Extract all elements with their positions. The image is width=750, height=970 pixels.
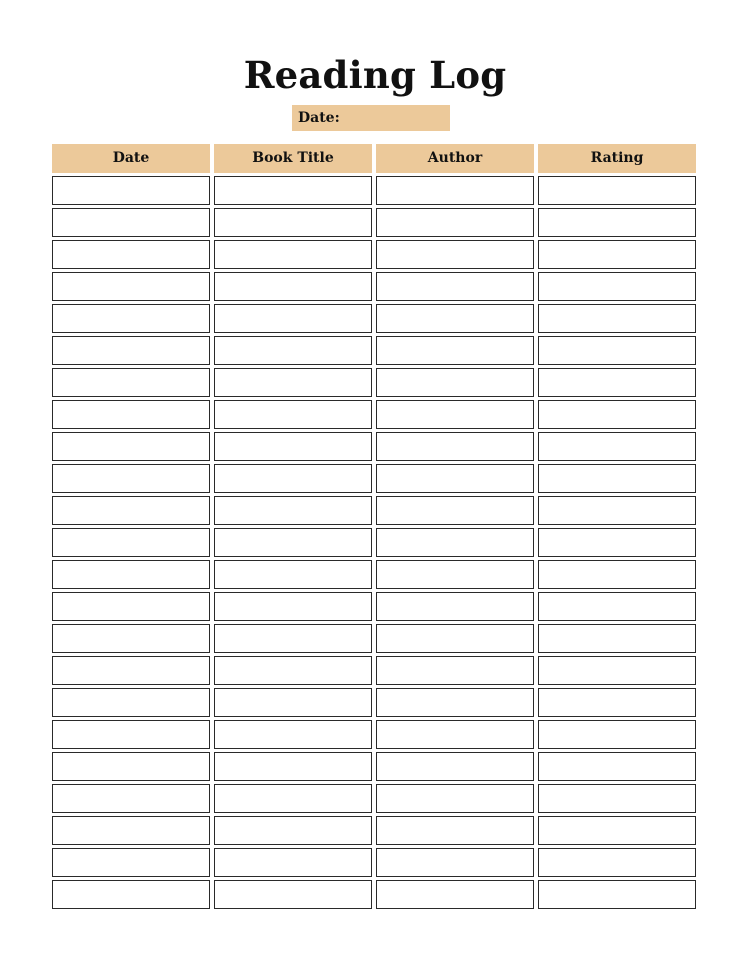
table-cell[interactable] [214,496,372,525]
table-cell[interactable] [52,336,210,365]
table-cell[interactable] [538,752,696,781]
table-cell[interactable] [538,272,696,301]
table-cell[interactable] [214,208,372,237]
table-cell[interactable] [52,368,210,397]
table-cell[interactable] [52,432,210,461]
table-cell[interactable] [214,464,372,493]
table-cell[interactable] [52,656,210,685]
table-cell[interactable] [52,464,210,493]
table-cell[interactable] [214,784,372,813]
table-cell[interactable] [376,880,534,909]
page-title: Reading Log [243,53,507,97]
table-cell[interactable] [538,720,696,749]
table-cell[interactable] [376,208,534,237]
table-cell[interactable] [214,304,372,333]
table-cell[interactable] [52,272,210,301]
table-cell[interactable] [214,272,372,301]
table-cell[interactable] [538,816,696,845]
table-cell[interactable] [52,400,210,429]
table-cell[interactable] [214,688,372,717]
table-cell[interactable] [538,656,696,685]
table-cell[interactable] [214,592,372,621]
table-cell[interactable] [538,176,696,205]
table-cell[interactable] [52,528,210,557]
table-cell[interactable] [538,528,696,557]
table-cell[interactable] [214,368,372,397]
table-cell[interactable] [538,464,696,493]
table-cell[interactable] [376,592,534,621]
table-cell[interactable] [376,816,534,845]
table-cell[interactable] [52,816,210,845]
column-header: Rating [538,144,696,173]
table-cell[interactable] [376,400,534,429]
table-cell[interactable] [376,688,534,717]
table-cell[interactable] [538,848,696,877]
table-cell[interactable] [538,880,696,909]
table-cell[interactable] [52,176,210,205]
table-cell[interactable] [52,560,210,589]
table-cell[interactable] [538,208,696,237]
table-cell[interactable] [214,336,372,365]
table-cell[interactable] [376,528,534,557]
table-cell[interactable] [376,752,534,781]
table-cell[interactable] [52,880,210,909]
table-cell[interactable] [538,784,696,813]
table-cell[interactable] [52,208,210,237]
column-header: Date [52,144,210,173]
table-cell[interactable] [376,176,534,205]
table-cell[interactable] [214,240,372,269]
table-cell[interactable] [538,240,696,269]
table-cell[interactable] [538,688,696,717]
table-cell[interactable] [52,784,210,813]
table-cell[interactable] [538,336,696,365]
table-cell[interactable] [376,368,534,397]
table-cell[interactable] [538,560,696,589]
table-cell[interactable] [214,176,372,205]
table-cell[interactable] [214,624,372,653]
table-cell[interactable] [214,432,372,461]
table-cell[interactable] [52,304,210,333]
table-cell[interactable] [52,496,210,525]
table-cell[interactable] [538,496,696,525]
table-cell[interactable] [376,464,534,493]
table-cell[interactable] [376,624,534,653]
table-cell[interactable] [52,624,210,653]
table-cell[interactable] [376,272,534,301]
table-cell[interactable] [376,432,534,461]
table-cell[interactable] [52,592,210,621]
date-field-label: Date: [298,110,340,126]
table-cell[interactable] [376,656,534,685]
table-cell[interactable] [538,432,696,461]
table-cell[interactable] [538,368,696,397]
table-cell[interactable] [376,336,534,365]
table-cell[interactable] [214,880,372,909]
reading-log-table [52,144,698,909]
table-cell[interactable] [538,400,696,429]
table-cell[interactable] [538,304,696,333]
table-cell[interactable] [538,592,696,621]
table-cell[interactable] [376,496,534,525]
table-cell[interactable] [214,752,372,781]
table-cell[interactable] [538,624,696,653]
table-cell[interactable] [376,848,534,877]
table-cell[interactable] [376,784,534,813]
table-cell[interactable] [214,848,372,877]
date-field[interactable] [292,105,450,131]
table-cell[interactable] [214,656,372,685]
table-cell[interactable] [52,720,210,749]
column-header: Author [376,144,534,173]
table-cell[interactable] [52,848,210,877]
table-cell[interactable] [214,816,372,845]
table-cell[interactable] [52,240,210,269]
table-cell[interactable] [214,400,372,429]
table-cell[interactable] [376,720,534,749]
table-cell[interactable] [52,688,210,717]
table-cell[interactable] [376,304,534,333]
column-header: Book Title [214,144,372,173]
table-cell[interactable] [214,720,372,749]
table-cell[interactable] [214,528,372,557]
table-cell[interactable] [376,560,534,589]
table-cell[interactable] [214,560,372,589]
table-cell[interactable] [376,240,534,269]
table-cell[interactable] [52,752,210,781]
